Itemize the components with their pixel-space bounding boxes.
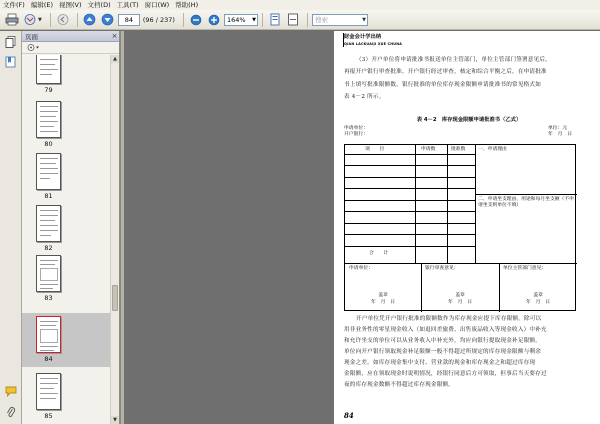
thumb-text — [40, 264, 55, 265]
comment-icon — [5, 386, 17, 397]
thumbnail-item[interactable] — [22, 97, 111, 147]
approval-table — [344, 144, 576, 311]
pages-panel-header — [22, 31, 119, 42]
thumb-text — [40, 111, 58, 112]
sig-bank-seal — [421, 292, 499, 306]
seal-label: 盖章 — [455, 293, 465, 298]
toolbar-separator — [77, 13, 78, 27]
thumb-table — [40, 329, 58, 343]
toolbar-separator — [262, 13, 263, 27]
intro-paragraph — [344, 54, 596, 104]
toolbar-separator — [307, 13, 308, 27]
bookmark-icon — [5, 56, 16, 68]
paperclip-icon — [6, 406, 16, 418]
scroll-down-icon[interactable]: ▼ — [111, 416, 119, 424]
menu-document[interactable]: 文档(D) — [87, 1, 111, 9]
zoom-in-button[interactable] — [206, 13, 222, 27]
unit-label: 单位：元 — [548, 126, 568, 131]
pages-panel — [22, 31, 120, 424]
pages-icon — [5, 36, 16, 48]
thumbnail-list — [22, 55, 111, 424]
table-line — [345, 200, 475, 201]
table-line — [345, 246, 475, 247]
thumb-text — [40, 168, 58, 169]
pages-nav-button[interactable] — [4, 35, 17, 48]
table-line — [345, 223, 475, 224]
page-thumbnail — [36, 101, 61, 138]
seal-label: 盖章 — [533, 293, 543, 298]
table-line — [345, 211, 475, 212]
text-line: 单位向开户银行领取现金补足限额一般不得超过所规定的库存现金限额与剩余 — [344, 349, 541, 355]
menu-help[interactable]: 帮助(H) — [175, 1, 199, 9]
thumbnail-label: 84 — [44, 355, 53, 363]
scroll-up-icon[interactable]: ▲ — [111, 55, 119, 63]
thumb-text — [40, 383, 58, 384]
sig-dept-label: 单位主管部门意见： — [503, 266, 547, 271]
thumbnail-label: 80 — [44, 140, 53, 148]
thumbnail-item[interactable] — [22, 147, 111, 199]
document-view[interactable] — [124, 31, 600, 424]
previous-view-button[interactable] — [55, 13, 71, 27]
thumbnail-label: 79 — [44, 86, 53, 94]
table-line — [345, 263, 577, 264]
page-thumbnail — [36, 205, 61, 242]
thumb-text — [40, 163, 56, 164]
thumbnail-label: 81 — [44, 192, 53, 200]
fit-width-icon — [287, 13, 299, 26]
fit-width-button[interactable] — [285, 13, 301, 27]
table-line — [475, 145, 476, 263]
reason-title-2: 二、申请坐支理由、用途和每月坐支额（不申请坐支则单位不填） — [478, 197, 574, 208]
thumb-text — [40, 230, 58, 231]
chevron-down-icon: ▼ — [252, 16, 256, 23]
fit-page-button[interactable] — [267, 13, 283, 27]
page-count: (96 / 237) — [142, 15, 175, 24]
scrollbar-thumb[interactable] — [112, 285, 118, 311]
text-line: 书上填写批准限额数。银行批准的单位库存现金限额申请批准书的常见格式如 — [344, 81, 541, 88]
toolbar-separator — [183, 13, 184, 27]
col-item-header: 项 目 — [365, 147, 385, 152]
thumbnail-label: 82 — [44, 244, 53, 252]
thumbnail-item[interactable] — [22, 251, 111, 301]
text-line: 夜的库存现金数额不得超过库存现金限额。 — [344, 382, 455, 388]
thumb-text — [40, 106, 58, 107]
print-button[interactable] — [4, 13, 20, 27]
previous-page-button[interactable] — [82, 13, 98, 27]
thumb-text — [40, 398, 56, 399]
fit-page-icon — [269, 13, 281, 26]
printer-icon — [5, 13, 19, 26]
thumb-text — [40, 178, 50, 179]
page-thumbnail — [36, 316, 61, 353]
thumb-text — [40, 116, 56, 117]
thumb-text — [40, 378, 58, 379]
text-line: 表 4－2 所示。 — [344, 94, 385, 101]
page-thumbnail — [36, 153, 61, 190]
reason-title: 一、申请理由 — [478, 147, 507, 152]
thumb-text — [40, 158, 58, 159]
text-line: （3）开户单位将申请批准书报送单位主管部门，单位主管部门签署意见后， — [356, 57, 551, 63]
zoom-out-button[interactable] — [188, 13, 204, 27]
running-header — [344, 34, 402, 47]
pages-panel-title: 页面 — [25, 32, 38, 41]
sig-apply-seal — [345, 292, 421, 306]
menu-view[interactable]: 视图(V) — [59, 1, 82, 9]
zoom-value: 164% — [226, 15, 246, 24]
table-line — [345, 177, 475, 178]
text-line: 用非业务性的零星现金收入（如退回差旅费、出售废品收入等现金收入）中补充 — [344, 327, 547, 333]
text-line: 再报开户银行审查批准。开户银行经过审查，核定和综合平衡之后，在申请批准 — [344, 69, 547, 76]
seal-date: 年 月 日 — [526, 300, 550, 305]
col-apply-header: 申请数 — [421, 147, 436, 152]
text-line: 金限额，应在领取现金时说明情况，经银行同意后方可领取，但事后当天要存过 — [344, 371, 547, 377]
thumbnail-label: 83 — [44, 294, 53, 302]
menu-edit[interactable]: 编辑(E) — [30, 1, 53, 9]
bank-label: 开户银行： — [344, 132, 368, 137]
thumb-text — [40, 325, 56, 326]
page-thumbnail — [36, 373, 61, 410]
email-icon — [23, 13, 37, 26]
menu-tools[interactable]: 工具(T) — [116, 1, 139, 9]
menu-bar — [0, 0, 600, 10]
pdf-page — [334, 31, 600, 424]
thumb-text — [40, 69, 58, 70]
table-line — [345, 234, 475, 235]
thumb-text — [40, 388, 54, 389]
text-line: 开户单位凭开户银行批准的限额数作为库存现金应提下库存限额。除可以 — [356, 316, 542, 322]
table-line — [345, 154, 475, 155]
thumbnail-item[interactable] — [22, 199, 111, 251]
thumbnail-scrollbar[interactable] — [110, 55, 119, 424]
thumbnail-item[interactable] — [22, 373, 111, 424]
thumb-text — [40, 173, 58, 174]
thumb-text — [40, 393, 58, 394]
thumb-text — [40, 225, 58, 226]
page-number-input[interactable]: 84 — [118, 14, 140, 26]
thumb-text — [40, 74, 52, 75]
thumb-text — [40, 350, 54, 351]
header-subtitle: QIAN LACKUAIJI XUE CHUNA — [344, 41, 403, 46]
comments-nav-button[interactable] — [4, 385, 17, 398]
thumb-text — [40, 131, 58, 132]
thumb-text — [40, 260, 58, 261]
toolbar — [0, 10, 600, 30]
chevron-down-icon: ▼ — [362, 16, 366, 23]
toolbar-separator — [50, 13, 51, 27]
text-line: 现金之差。如库存现金集中支付、营业款的现金和库存现金之和超过库存现 — [344, 360, 536, 366]
thumb-text — [40, 126, 54, 127]
menu-file[interactable]: 文件(F) — [3, 1, 25, 9]
table-line — [345, 188, 475, 189]
email-dropdown-icon[interactable]: ▼ — [38, 16, 42, 23]
thumb-text — [40, 288, 53, 289]
search-placeholder: 搜索 — [314, 15, 328, 24]
table-caption: 表 4－2 库存现金限额申请批准书（乙式） — [416, 117, 522, 123]
bookmarks-nav-button[interactable] — [4, 55, 17, 68]
body-paragraph — [344, 314, 599, 391]
navigation-bar — [0, 31, 22, 424]
thumb-text — [40, 284, 58, 285]
sig-dept-seal — [499, 292, 577, 306]
date-label: 年 月 日 — [548, 132, 572, 137]
close-icon[interactable]: × — [111, 32, 118, 40]
thumb-text — [40, 220, 55, 221]
text-line: 和允许坐支的单位可以从业务收入中补充外，均应向银行提取现金补足限额。 — [344, 338, 541, 344]
zoom-out-icon — [190, 14, 202, 26]
col-approve-header: 批准数 — [451, 147, 466, 152]
thumb-text — [40, 346, 58, 347]
zoom-in-icon — [208, 14, 220, 26]
thumb-text — [40, 64, 55, 65]
thumb-text — [40, 215, 58, 216]
sig-bank-label: 银行审查意见： — [425, 266, 459, 271]
table-line — [345, 165, 475, 166]
header-title: 財金会计学出纳 — [344, 34, 382, 40]
sig-apply-label: 申请单位： — [349, 266, 373, 271]
page-thumbnail — [36, 255, 61, 292]
seal-date: 年 月 日 — [448, 300, 472, 305]
arrow-down-icon — [101, 13, 114, 26]
pages-panel-toolbar — [22, 42, 119, 54]
seal-date: 年 月 日 — [371, 300, 395, 305]
thumb-text — [40, 59, 58, 60]
attachments-nav-button[interactable] — [4, 405, 17, 418]
seal-label: 盖章 — [378, 293, 388, 298]
thumb-text — [40, 121, 58, 122]
zoom-select[interactable] — [224, 14, 258, 26]
thumbnail-item[interactable] — [22, 55, 111, 97]
applicant-label: 申请单位： — [344, 126, 368, 131]
back-icon — [56, 13, 70, 26]
table-line — [475, 194, 577, 195]
search-input[interactable] — [312, 14, 368, 26]
page-number: 84 — [344, 411, 354, 420]
thumb-table — [40, 268, 58, 281]
total-row-label: 合 计 — [369, 251, 389, 256]
thumb-text — [40, 321, 58, 322]
next-page-button[interactable] — [100, 13, 116, 27]
thumbnail-item-selected[interactable] — [22, 313, 111, 367]
thumb-text — [40, 235, 51, 236]
page-thumbnail — [36, 55, 61, 84]
menu-window[interactable]: 窗口(W) — [144, 1, 170, 9]
thumbnail-label: 85 — [44, 412, 53, 420]
options-icon[interactable] — [27, 43, 41, 52]
thumb-text — [40, 210, 58, 211]
arrow-up-icon — [83, 13, 96, 26]
email-button[interactable] — [22, 13, 38, 27]
